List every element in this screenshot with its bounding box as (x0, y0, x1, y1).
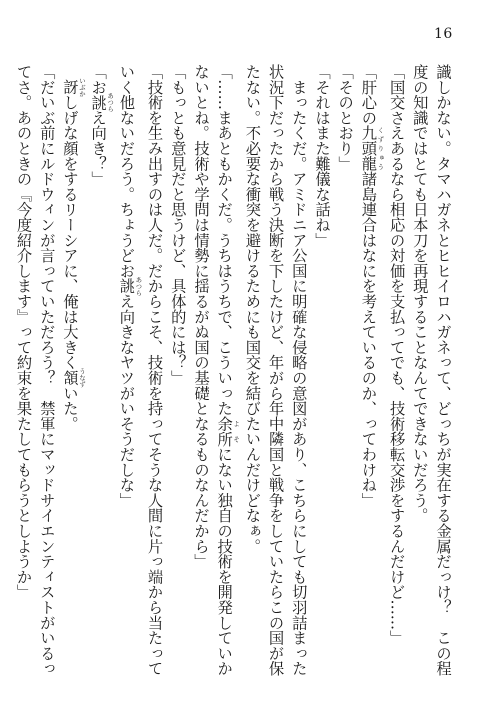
text-line-14: いく他ないだろう。ちょうどお誂 あつらえ向きなヤツがいそうだしな」 (117, 64, 143, 508)
text-line-16: 訝 いぶかしげな顔をするリーシアに、俺は大きく頷 うなずいた。 (60, 77, 86, 432)
ruby-kuzuryu: 九頭龍 くずりゅう (359, 125, 385, 172)
vertical-text-block (14, 64, 454, 677)
ruby-atsura: 誂 あつら (89, 92, 115, 113)
text-line-10: 「……まあともかくだ。うちはうちで、こういった余所 よそにない独自の技術を開発していか (215, 64, 241, 677)
page-number: 16 (434, 26, 453, 42)
text-line-1: 識しかない。タマハガネとヒヒイロハガネって、どっちが実在する金属だっけ？ この程 (434, 64, 452, 676)
text-line-6: 「それはまた難儀な話ね」 (312, 64, 331, 248)
ruby-yoso: 余所 よそ (215, 415, 241, 447)
text-line-13: 「技術を生み出すのは人だ。だからこそ、技術を持ってそうな人間に片っ端から当たって (145, 64, 164, 676)
text-line-7: まったくだ。アミドニア公国に明確な侵略の意図があり、こちらにしても切羽詰まった (289, 64, 308, 676)
text-line-17: 「だいぶ前にルドウィンが言っていただろう？ 禁軍にマッドサイエンティストがいるっ (37, 64, 56, 676)
text-line-5: 「そのとおり」 (336, 64, 355, 172)
text-line-11: ないとね。技術や学問は情勢に揺るがぬ国の基礎となるものなんだから」 (191, 64, 210, 569)
text-line-4: 「肝心の九頭龍 くずりゅう諸島連合はなにを考えているのか、ってわけね」 (359, 64, 385, 508)
ruby-ibuka: 訝 いぶか (60, 77, 86, 97)
text-line-9: たない。不必要な衝突を避けるためにも国交を結びたいんだけどなぁ。 (243, 64, 262, 554)
text-line-18: てさ。あのときの『今度紹介します』って約束を果たしてもらうとしようか」 (14, 64, 33, 600)
text-line-15: 「お誂 あつらえ向き？」 (89, 64, 115, 187)
text-line-2: 度の知識ではとても日本刀を再現することなんてできないだろう。 (410, 64, 429, 523)
text-line-12: 「もっとも意見だと思うけど、具体的には？」 (168, 64, 187, 386)
text-line-8: 状況下だったから戦う決断を下したけど、年がら年中隣国と戦争をしていたらこの国が保 (266, 64, 285, 676)
ruby-unazu: 頷 うなず (60, 367, 86, 388)
ruby-atsura: 誂 あつら (117, 276, 143, 296)
text-line-3: 「国交さえあるなら相応の対価を支払ってでも、技術移転交渉をするんだけど……」 (387, 64, 406, 646)
